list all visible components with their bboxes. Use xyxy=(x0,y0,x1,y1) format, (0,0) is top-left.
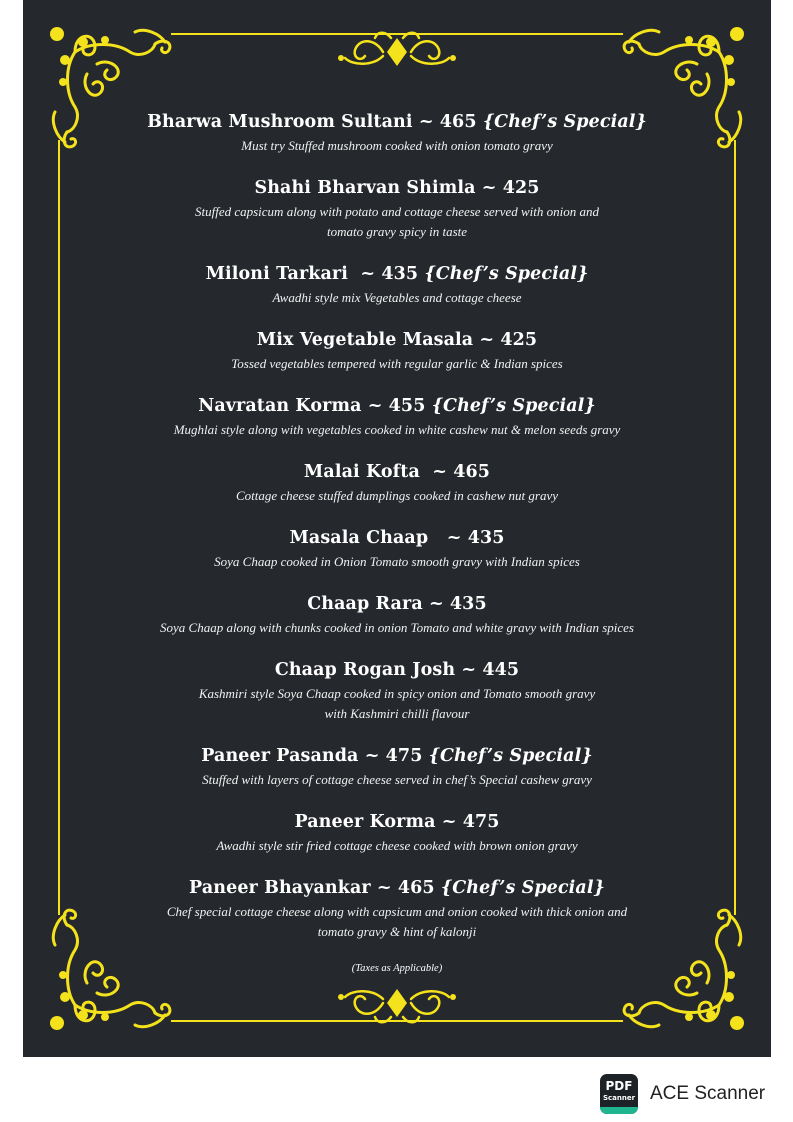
menu-item xyxy=(23,808,771,856)
menu-item xyxy=(23,108,771,156)
menu-item-description: Tossed vegetables tempered with regular garlic & Indian spices xyxy=(231,356,563,371)
menu-item xyxy=(23,174,771,242)
menu-item xyxy=(23,874,771,942)
menu-item-title xyxy=(23,392,771,420)
menu-item-description: Kashmiri style Soya Chaap cooked in spicy onion and Tomato smooth gravy with Kashmiri chilli flavour xyxy=(198,686,596,721)
menu-item xyxy=(23,326,771,374)
menu-item-name: Paneer Bhayankar ~ 465 xyxy=(189,878,441,898)
menu-item-description: Stuffed with layers of cottage cheese served in chef’s Special cashew gravy xyxy=(202,772,592,787)
menu-item-title xyxy=(23,524,771,552)
menu-item-description: Soya Chaap along with chunks cooked in onion Tomato and white gravy with Indian spices xyxy=(160,620,634,635)
scanner-logo-stripe xyxy=(600,1107,638,1114)
menu-item-name: Bharwa Mushroom Sultani ~ 465 xyxy=(147,112,483,132)
scanner-logo-scanner: Scanner xyxy=(602,1094,636,1102)
menu-item-name: Mix Vegetable Masala ~ 425 xyxy=(256,330,538,350)
menu-item xyxy=(23,524,771,572)
menu-item-title xyxy=(23,108,771,136)
menu-item-description: Awadhi style mix Vegetables and cottage cheese xyxy=(272,290,522,305)
menu-item-description: Chef special cottage cheese along with capsicum and onion cooked with thick onion and tomato gravy & hint of kalonji xyxy=(166,904,628,939)
menu-item-name: Shahi Bharvan Shimla ~ 425 xyxy=(254,178,540,198)
menu-item-name: Chaap Rara ~ 435 xyxy=(307,594,487,614)
scanner-name: ACE Scanner xyxy=(650,1083,766,1104)
menu-item-name: Chaap Rogan Josh ~ 445 xyxy=(274,660,520,680)
menu-item xyxy=(23,392,771,440)
menu-item-title xyxy=(23,808,771,836)
menu-item-description: Stuffed capsicum along with potato and cottage cheese served with onion and tomato gravy spicy in taste xyxy=(194,204,600,239)
menu-item-description: Soya Chaap cooked in Onion Tomato smooth gravy with Indian spices xyxy=(214,554,580,569)
menu-item xyxy=(23,590,771,638)
menu-item-title xyxy=(23,742,771,770)
menu-item-name: Miloni Tarkari ~ 435 xyxy=(205,264,425,284)
menu-items xyxy=(23,108,771,942)
menu-item-title xyxy=(23,874,771,902)
menu-item-title xyxy=(23,326,771,354)
menu-item-name: Masala Chaap ~ 435 xyxy=(289,528,505,548)
menu-item-title xyxy=(23,458,771,486)
menu-item-title xyxy=(23,260,771,288)
menu-item xyxy=(23,458,771,506)
scanner-logo xyxy=(600,1074,638,1114)
menu-item-name: Paneer Korma ~ 475 xyxy=(294,812,500,832)
menu-item xyxy=(23,260,771,308)
taxes-note: (Taxes as Applicable) xyxy=(351,963,443,974)
menu-item xyxy=(23,656,771,724)
menu-item-description: Awadhi style stir fried cottage cheese cooked with brown onion gravy xyxy=(216,838,578,853)
menu-item-name: Navratan Korma ~ 455 xyxy=(198,396,432,416)
chefs-special-badge: {Chef’s Special} xyxy=(424,264,589,284)
menu-page xyxy=(23,0,771,1057)
menu-item-title xyxy=(23,590,771,618)
scanner-logo-pdf: PDF xyxy=(605,1079,633,1093)
menu-item-title xyxy=(23,174,771,202)
menu-item-description: Mughlai style along with vegetables cooked in white cashew nut & melon seeds gravy xyxy=(173,422,621,437)
chefs-special-badge: {Chef’s Special} xyxy=(482,112,647,132)
menu-item-title xyxy=(23,656,771,684)
chefs-special-badge: {Chef’s Special} xyxy=(440,878,605,898)
menu-item-name: Paneer Pasanda ~ 475 xyxy=(201,746,429,766)
chefs-special-badge: {Chef’s Special} xyxy=(428,746,593,766)
scanner-watermark xyxy=(600,1074,765,1114)
menu-item-description: Cottage cheese stuffed dumplings cooked in cashew nut gravy xyxy=(235,488,559,503)
chefs-special-badge: {Chef’s Special} xyxy=(431,396,596,416)
menu-item-description: Must try Stuffed mushroom cooked with onion tomato gravy xyxy=(241,138,553,153)
menu-item xyxy=(23,742,771,790)
menu-item-name: Malai Kofta ~ 465 xyxy=(303,462,491,482)
